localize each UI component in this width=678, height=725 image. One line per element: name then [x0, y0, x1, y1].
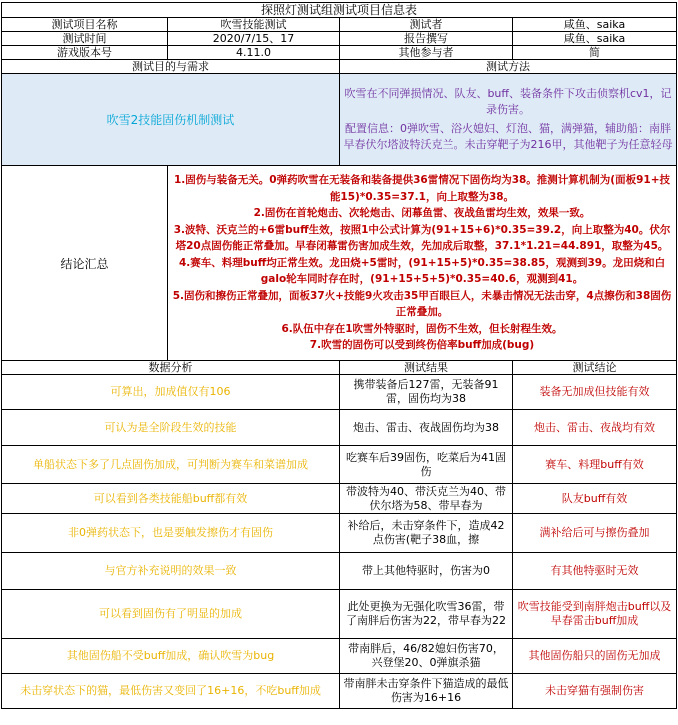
- other-participants-label: 其他参与者: [340, 46, 513, 60]
- verdict-cell: 其他固伤船只的固伤无加成: [513, 639, 677, 674]
- other-participants-value: 简: [513, 46, 677, 60]
- method-header: 测试方法: [340, 60, 677, 74]
- purpose-header: 测试目的与需求: [2, 60, 340, 74]
- table-row: [2, 446, 677, 484]
- game-version-label: 游戏版本号: [2, 46, 168, 60]
- verdict-cell: 吹雪技能受到南胖炮击buff以及早春雷击buff加成: [513, 590, 677, 639]
- conclusion-item: 3.波特、沃克兰的+6雷buff生效，按照1中公式计算为(91+15+6)*0.35=39.2，向上取整为40。伏尔塔20点固伤能正常叠加。早春闭幕雷伤害加成生效，先加成后取整，37.1*1.21=44.891，取整为45。: [173, 223, 671, 253]
- tester-value: 咸鱼、saika: [513, 18, 677, 32]
- verdict-cell: 炮击、雷击、夜战均有效: [513, 410, 677, 446]
- result-cell: 补给后，未击穿条件下，造成42点伤害(靶子38血，擦: [340, 514, 513, 553]
- verdict-header: 测试结论: [513, 361, 677, 375]
- test-info-table: [1, 2, 677, 709]
- test-time-label: 测试时间: [2, 32, 168, 46]
- table-row: [2, 514, 677, 553]
- report-author-value: 咸鱼、saika: [513, 32, 677, 46]
- table-row: [2, 410, 677, 446]
- method-paragraph: 吹雪在不同弹损情况、队友、buff、装备条件下攻击侦察机cv1，记录伤害。: [344, 87, 672, 116]
- result-cell: 炮击、雷击、夜战固伤均为38: [340, 410, 513, 446]
- analysis-cell: 与官方补充说明的效果一致: [2, 553, 340, 590]
- analysis-cell: 可算出，加成值仅有106: [2, 375, 340, 410]
- result-cell: 带波特为40、带沃克兰为40、带伏尔塔为58、带早春为: [340, 484, 513, 514]
- table-row: [2, 484, 677, 514]
- project-name-value: 吹雪技能测试: [168, 18, 340, 32]
- conclusion-item: 5.固伤和擦伤正常叠加，面板37火+技能9火攻击35甲百眼巨人，未暴击情况无法击穿，4点擦伤和38固伤正常叠加。: [172, 289, 672, 319]
- result-cell: 此处更换为无强化吹雪36雷，带了南胖后伤害为22，带早春为22: [340, 590, 513, 639]
- analysis-cell: 可认为是全阶段生效的技能: [2, 410, 340, 446]
- tester-label: 测试者: [340, 18, 513, 32]
- verdict-cell: 有其他特驱时无效: [513, 553, 677, 590]
- verdict-cell: 满补给后可与擦伤叠加: [513, 514, 677, 553]
- table-row: [2, 674, 677, 709]
- analysis-cell: 可以看到固伤有了明显的加成: [2, 590, 340, 639]
- conclusion-item: 2.固伤在首轮炮击、次轮炮击、闭幕鱼雷、夜战鱼雷均生效，效果一致。: [253, 207, 591, 220]
- verdict-cell: 队友buff有效: [513, 484, 677, 514]
- result-cell: 带南胖未击穿条件下猫造成的最低伤害为16+16: [340, 674, 513, 709]
- verdict-cell: 赛车、料理buff有效: [513, 446, 677, 484]
- result-cell: 携带装备后127雷，无装备91雷，固伤均为38: [340, 375, 513, 410]
- analysis-cell: 非0弹药状态下，也是要触发擦伤才有固伤: [2, 514, 340, 553]
- test-time-value: 2020/7/15、17: [168, 32, 340, 46]
- result-header: 测试结果: [340, 361, 513, 375]
- method-paragraph: 配置信息：0弹吹雪、浴火媳妇、灯泡、猫，满弹猫，辅助船：南胖早春伏尔塔波特沃克兰。未击穿靶子为216甲，其他靶子为任意轻母: [343, 122, 673, 151]
- game-version-value: 4.11.0: [168, 46, 340, 60]
- table-row: [2, 553, 677, 590]
- test-purpose: 吹雪2技能固伤机制测试: [2, 74, 340, 166]
- result-cell: 吃赛车后39固伤，吃菜后为41固伤: [340, 446, 513, 484]
- analysis-cell: 可以看到各类技能船buff都有效: [2, 484, 340, 514]
- analysis-cell: 单船状态下多了几点固伤加成，可判断为赛车和菜谱加成: [2, 446, 340, 484]
- project-name-label: 测试项目名称: [2, 18, 168, 32]
- conclusion-item: 1.固伤与装备无关。0弹药吹雪在无装备和装备提供36雷情况下固伤均为38。推测计算机制为(面板91+技能15)*0.35=37.1，向上取整为38。: [173, 174, 671, 203]
- analysis-cell: 未击穿状态下的猫，最低伤害又变回了16+16，不吃buff加成: [2, 674, 340, 709]
- conclusion-item: 4.赛车、料理buff均正常生效。龙田烧+5雷时，(91+15+5)*0.35=38.85，观测到39。龙田烧和白galo轮车同时存在时，(91+15+5+5)*0.35=40.6，观测到41。: [178, 256, 666, 286]
- conclusion-summary: [168, 166, 677, 361]
- verdict-cell: 未击穿猫有强制伤害: [513, 674, 677, 709]
- analysis-header: 数据分析: [2, 361, 340, 375]
- report-author-label: 报告撰写: [340, 32, 513, 46]
- result-cell: 带上其他特驱时，伤害为0: [340, 553, 513, 590]
- table-row: [2, 590, 677, 639]
- result-cell: 带南胖后，46/82媳妇伤害70，兴登堡20、0弹旗杀猫: [340, 639, 513, 674]
- conclusion-label: 结论汇总: [2, 166, 168, 361]
- table-row: [2, 375, 677, 410]
- test-method: [340, 74, 677, 166]
- analysis-cell: 其他固伤船不受buff加成，确认吹雪为bug: [2, 639, 340, 674]
- conclusion-item: 6.队伍中存在1吹雪外特驱时，固伤不生效，但长射程生效。: [281, 322, 563, 335]
- table-row: [2, 639, 677, 674]
- conclusion-item: 7.吹雪的固伤可以受到终伤倍率buff加成(bug): [309, 339, 535, 352]
- verdict-cell: 装备无加成但技能有效: [513, 375, 677, 410]
- page-title: 探照灯测试组测试项目信息表: [2, 3, 677, 18]
